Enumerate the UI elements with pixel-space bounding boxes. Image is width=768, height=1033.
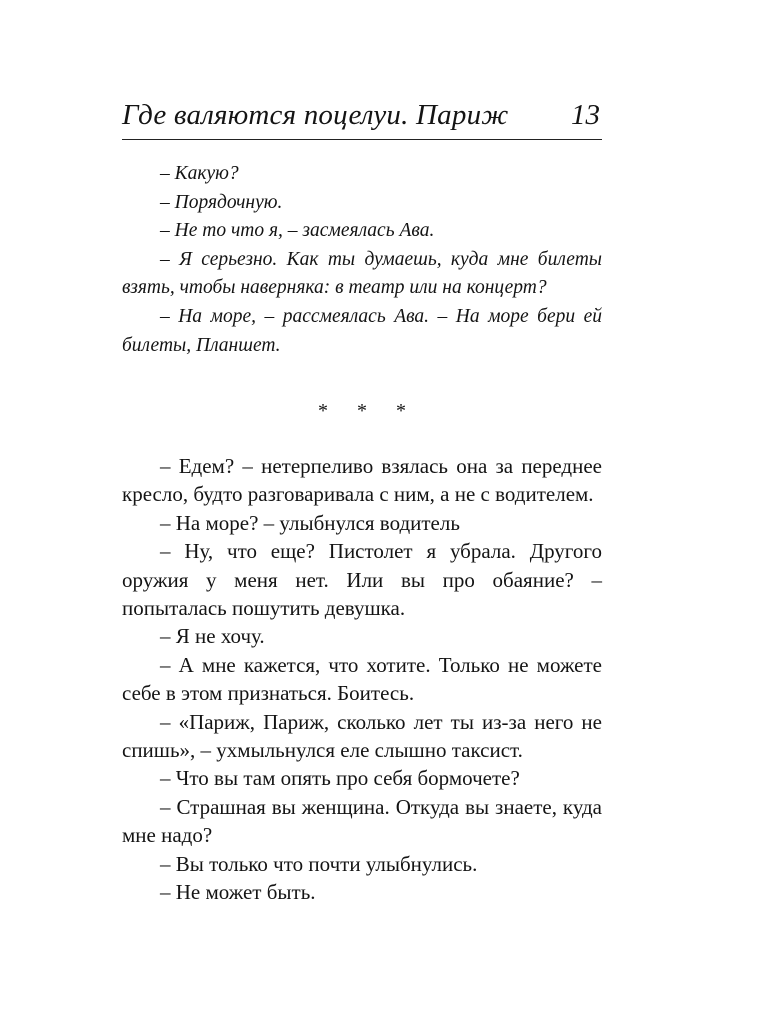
paragraph: – На море? – улыбнулся водитель bbox=[160, 510, 460, 535]
running-header-title: Где валяются поцелуи. Париж bbox=[122, 99, 509, 131]
italic-paragraph: – Порядочную. bbox=[160, 191, 283, 213]
running-header bbox=[122, 95, 602, 140]
italic-paragraph: – Не то что я, – засмеялась Ава. bbox=[160, 220, 435, 242]
paragraph: – Не может быть. bbox=[160, 880, 316, 905]
paragraph: – «Париж, Париж, сколько лет ты из-за него не спишь», – ухмыльнулся еле слышно таксист. bbox=[122, 709, 602, 763]
paragraph: – Что вы там опять про себя бормочете? bbox=[160, 766, 520, 791]
paragraph: – Я не хочу. bbox=[160, 624, 265, 649]
dialogue-block bbox=[122, 452, 602, 907]
paragraph: – А мне кажется, что хотите. Только не можете себе в этом признаться. Боитесь. bbox=[122, 652, 602, 706]
page-number: 13 bbox=[571, 99, 600, 131]
paragraph: – Ну, что еще? Пистолет я убрала. Другого оружия у меня нет. Или вы про обаяние? – попыталась пошутить девушка. bbox=[122, 539, 602, 621]
section-separator: * * * bbox=[318, 400, 418, 422]
paragraph: – Вы только что почти улыбнулись. bbox=[160, 851, 478, 876]
paragraph: – Страшная вы женщина. Откуда вы знаете, куда мне надо? bbox=[122, 794, 602, 848]
italic-paragraph: – Какую? bbox=[160, 163, 239, 184]
italic-paragraph: – На море, – рассмеялась Ава. – На море бери ей билеты, Планшет. bbox=[122, 305, 602, 356]
paragraph: – Едем? – нетерпеливо взялась она за переднее кресло, будто разговаривала с ним, а не с водителем. bbox=[122, 454, 602, 507]
italic-dialogue-block bbox=[122, 160, 602, 360]
italic-paragraph: – Я серьезно. Как ты думаешь, куда мне билеты взять, чтобы наверняка: в театр или на концерт? bbox=[122, 248, 602, 299]
